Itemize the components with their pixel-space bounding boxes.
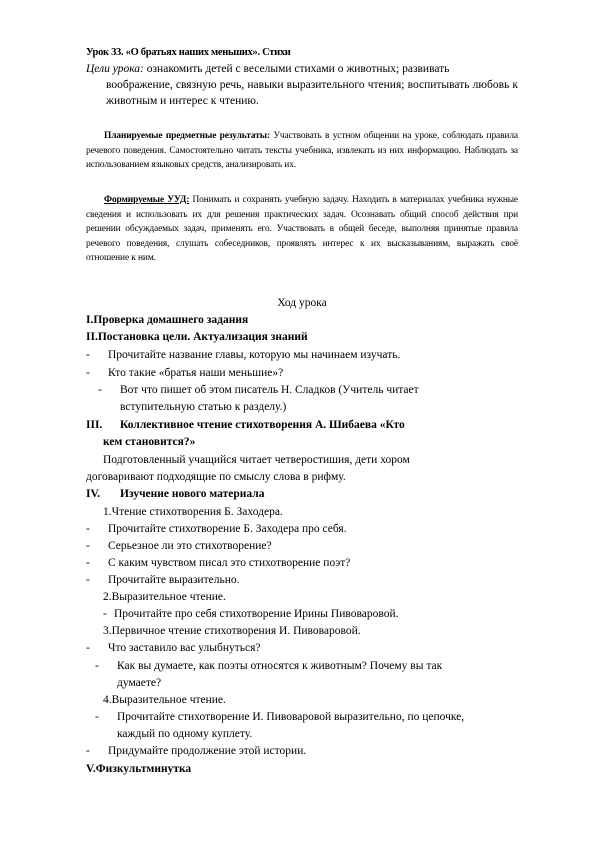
lesson-title: Урок 33. «О братьях наших меньших». Стихи [86, 47, 291, 58]
goals-label: Цели урока: [86, 63, 144, 75]
section-3-heading-cont: кем становится?» [103, 436, 196, 448]
list-item: - Прочитайте название главы, которую мы начинаем изучать. [86, 349, 401, 361]
list-item: - Придумайте продолжение этой истории. [86, 745, 307, 757]
section-3-paragraph: договаривают подходящие по смыслу слова в рифму. [86, 471, 346, 483]
list-item-continuation: каждый по одному куплету. [117, 728, 253, 740]
list-item-continuation: вступительную статью к разделу.) [120, 401, 287, 413]
goals-text-rest: воображение, связную речь, навыки выразительного чтения; воспитывать любовь к животным и интерес к чтению. [106, 79, 518, 107]
planned-results [86, 129, 518, 173]
uud-label: Формируемые УУД: [104, 195, 190, 205]
uud-section [86, 193, 518, 266]
list-item: - Прочитайте выразительно. [86, 574, 240, 586]
list-item: - Серьезное ли это стихотворение? [86, 540, 272, 552]
section-5-heading: V.Физкультминутка [86, 763, 192, 775]
list-item: - Что заставило вас улыбнуться? [86, 642, 261, 654]
list-item: - Прочитайте про себя стихотворение Ирины Пивоваровой. [103, 608, 399, 620]
goals-text-line1: ознакомить детей с веселыми стихами о животных; развивать [143, 63, 450, 75]
lesson-course-heading: Ход урока [277, 297, 327, 309]
list-item-continuation: думаете? [117, 677, 162, 689]
results-label: Планируемые предметные результаты: [104, 131, 270, 141]
section-3-heading: III. Коллективное чтение стихотворения А. Шибаева «Кто [86, 419, 405, 431]
list-item: 4.Выразительное чтение. [103, 694, 226, 706]
list-item: 2.Выразительное чтение. [103, 591, 226, 603]
uud-text: Понимать и сохранять учебную задачу. Находить в материалах учебника нужные сведения и использовать их для решения практических задач. Осознавать общий способ действия при решении обсуждаемых задач, применять его. Участвовать в общей беседе, выполняя принятые правила речевого поведения, слушать собеседников, проявлять интерес к их высказываниям, выражать своё отношение к ним. [86, 195, 518, 263]
section-4-heading: IV. Изучение нового материала [86, 488, 265, 500]
results-text: Участвовать в устном общении на уроке, соблюдать правила речевого поведения. Самостоятельно читать тексты учебника, извлекать из них информацию. Наблюдать за использованием языковых средств, анализировать их. [86, 131, 518, 170]
lesson-goals [86, 61, 518, 109]
list-item: - Прочитайте стихотворение И. Пивоваровой выразительно, по цепочке, [95, 711, 465, 723]
list-item: - Прочитайте стихотворение Б. Заходера про себя. [86, 523, 347, 535]
list-item: - Кто такие «братья наши меньшие»? [86, 367, 284, 379]
section-2-heading: II.Постановка цели. Актуализация знаний [86, 331, 308, 343]
list-item: - Вот что пишет об этом писатель Н. Сладков (Учитель читает [98, 384, 419, 396]
list-item: - Как вы думаете, как поэты относятся к животным? Почему вы так [95, 660, 443, 672]
section-1-heading: I.Проверка домашнего задания [86, 314, 249, 326]
list-item: 3.Первичное чтение стихотворения И. Пивоваровой. [103, 625, 361, 637]
list-item: 1.Чтение стихотворения Б. Заходера. [103, 506, 283, 518]
section-3-paragraph: Подготовленный учащийся читает четверостишия, дети хором [103, 454, 410, 466]
list-item: - С каким чувством писал это стихотворение поэт? [86, 557, 351, 569]
